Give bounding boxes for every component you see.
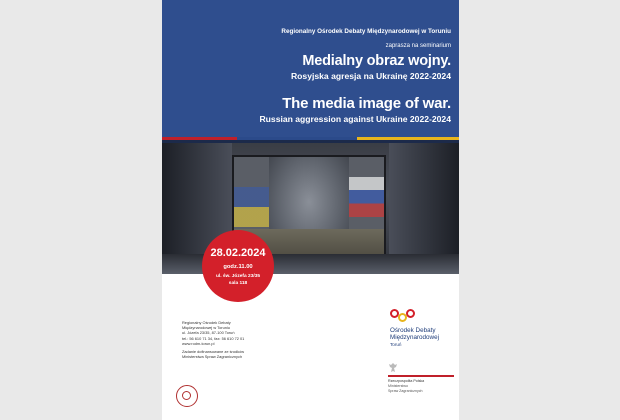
event-address: ul. św. Józefa 23/35 (215, 274, 261, 279)
title-english: The media image of war. (282, 95, 451, 112)
contact-line: Międzynarodowej w Toruniu (182, 325, 230, 331)
organizer-name: Regionalny Ośrodek Debaty Międzynarodowej w Toruniu (281, 28, 451, 35)
rodm-logo (388, 309, 452, 349)
ministry-text: Ministerstwo (388, 384, 408, 388)
contact-info (182, 320, 302, 359)
event-date: 28.02.2024 (210, 247, 266, 259)
subtitle-polish: Rosyjska agresja na Ukrainę 2022-2024 (290, 71, 451, 81)
website-link[interactable]: www.rodm-torun.pl (182, 340, 215, 346)
contact-line: ul. Józefa 23/35, 87-100 Toruń (182, 330, 235, 336)
russia-flag-overlay (344, 177, 384, 217)
logo-text: Międzynarodowej (390, 334, 440, 341)
event-room: sala 118 (228, 281, 248, 286)
funding-line: Zadanie dofinansowane ze środków (182, 349, 245, 355)
contact-line: Regionalny Ośrodek Debaty (182, 320, 231, 325)
subtitle-english: Russian aggression against Ukraine 2022-2024 (259, 114, 451, 124)
rings-icon (390, 309, 420, 323)
ministry-logo (388, 362, 454, 396)
ministry-text: Rzeczpospolita Polska (388, 379, 425, 383)
logo-text: Toruń (390, 342, 402, 347)
ukraine-flag-overlay (234, 187, 270, 227)
event-time: godz.11.00 (223, 264, 253, 270)
funding-line: Ministerstwa Spraw Zagranicznych (182, 354, 243, 360)
seal-icon (176, 385, 198, 407)
date-badge (202, 230, 274, 302)
title-polish: Medialny obraz wojny. (302, 53, 451, 69)
invite-text: zaprasza na seminarium (385, 43, 451, 49)
ministry-text: Spraw Zagranicznych (388, 389, 423, 393)
logo-text: Ośrodek Debaty (390, 327, 436, 334)
event-poster (162, 0, 459, 420)
eagle-icon (388, 362, 398, 374)
contact-line: tel.: 56 610 71 34, fax: 56 610 72 01 (182, 335, 245, 341)
poster-header (162, 0, 459, 137)
